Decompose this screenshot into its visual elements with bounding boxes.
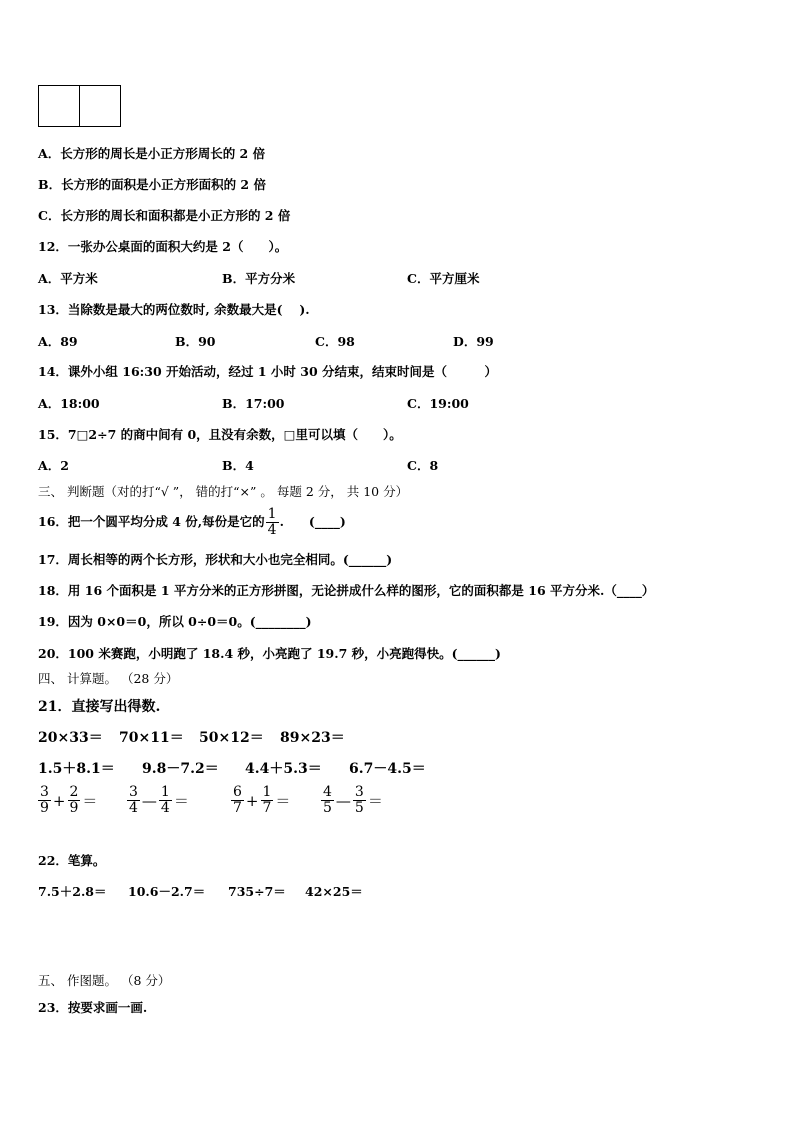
q16-fraction-denominator: 4 xyxy=(267,521,277,538)
fraction-expression-1 xyxy=(37,785,98,816)
q18: 18．用 16 个面积是 1 平方分米的正方形拼图，无论拼成什么样的图形，它的面积都是 16 平方分米.（____） xyxy=(38,583,655,598)
q16-fraction xyxy=(266,507,279,538)
operator: + xyxy=(245,791,259,810)
q11-option-a: A．长方形的周长是小正方形周长的 2 倍 xyxy=(38,146,266,161)
calc-row-1-item-2: 70×11＝ xyxy=(119,730,184,746)
q16-text-pre: 16．把一个圆平均分成 4 份,每份是它的 xyxy=(38,514,265,529)
equals-sign: ＝ xyxy=(367,792,383,810)
q15-option-c: C．8 xyxy=(407,458,439,473)
q12-option-a: A．平方米 xyxy=(38,271,98,286)
operator: + xyxy=(52,791,66,810)
q16 xyxy=(38,507,346,537)
fraction-expression-3 xyxy=(230,785,291,816)
calc-row-2-item-4: 6.7－4.5＝ xyxy=(349,761,426,777)
fraction-expression-4 xyxy=(320,785,384,816)
fraction: $\frac{1}{7}$ xyxy=(262,784,272,816)
q20: 20．100 米赛跑，小明跑了 18.4 秒，小亮跑了 19.7 秒，小亮跑得快。(______) xyxy=(38,646,501,661)
q12-option-b: B．平方分米 xyxy=(222,271,296,286)
q19: 19．因为 0×0＝0，所以 0÷0＝0。(________) xyxy=(38,614,312,629)
q22-heading: 22．笔算。 xyxy=(38,853,106,868)
calc-row-1-item-3: 50×12＝ xyxy=(199,730,264,746)
q13-stem: 13．当除数是最大的两位数时, 余数最大是( ). xyxy=(38,302,310,317)
figure-left-square xyxy=(38,85,80,127)
q13-option-c: C．98 xyxy=(315,334,355,349)
fraction: $\frac{3}{5}$ xyxy=(354,784,364,816)
fraction: $\frac{4}{5}$ xyxy=(323,784,332,816)
q14-option-c: C．19:00 xyxy=(407,396,469,411)
fraction: $\frac{6}{7}$ xyxy=(233,784,242,816)
calc-row-2-item-1: 1.5＋8.1＝ xyxy=(38,761,115,777)
fraction: $\frac{3}{4}$ xyxy=(129,784,138,816)
q15-option-a: A．2 xyxy=(38,458,69,473)
fraction: $\frac{2}{9}$ xyxy=(69,784,79,816)
calc-row-1-item-1: 20×33＝ xyxy=(38,730,103,746)
written-calc-item-1: 7.5＋2.8＝ xyxy=(38,884,107,899)
q14-option-a: A．18:00 xyxy=(38,396,100,411)
q11-option-b: B．长方形的面积是小正方形面积的 2 倍 xyxy=(38,177,266,192)
equals-sign: ＝ xyxy=(275,792,291,810)
figure-right-square xyxy=(79,85,121,127)
written-calc-item-2: 10.6－2.7＝ xyxy=(128,884,206,899)
written-calc-item-4: 42×25＝ xyxy=(305,884,363,899)
equals-sign: ＝ xyxy=(82,792,98,810)
q13-option-b: B．90 xyxy=(175,334,216,349)
q14-option-b: B．17:00 xyxy=(222,396,285,411)
q23-prompt: 23．按要求画一画. xyxy=(38,1000,148,1015)
calc-row-2-item-2: 9.8－7.2＝ xyxy=(142,761,219,777)
calc-row-1-item-4: 89×23＝ xyxy=(280,730,345,746)
written-calc-item-3: 735÷7＝ xyxy=(228,884,286,899)
fraction: $\frac{1}{4}$ xyxy=(160,784,170,816)
q15-stem: 15．7□2÷7 的商中间有 0，且没有余数，□里可以填（ ）。 xyxy=(38,427,402,442)
q21-heading: 21．直接写出得数. xyxy=(38,699,161,715)
q16-text-post: . (____) xyxy=(279,514,346,529)
q17: 17．周长相等的两个长方形，形状和大小也完全相同。(______) xyxy=(38,552,393,567)
q12-stem: 12．一张办公桌面的面积大约是 2（ ）。 xyxy=(38,239,288,254)
fraction-expression-2 xyxy=(126,785,190,816)
q13-option-a: A．89 xyxy=(38,334,78,349)
section-5-heading: 五、 作图题。 （8 分） xyxy=(38,973,171,988)
equals-sign: ＝ xyxy=(173,792,189,810)
operator: — xyxy=(335,791,351,810)
q13-option-d: D．99 xyxy=(453,334,494,349)
q11-option-c: C．长方形的周长和面积都是小正方形的 2 倍 xyxy=(38,208,291,223)
q16-fraction-numerator: 1 xyxy=(267,505,277,522)
section-4-heading: 四、 计算题。 （28 分） xyxy=(38,671,179,686)
q14-stem: 14．课外小组 16:30 开始活动，经过 1 小时 30 分结束，结束时间是（ ） xyxy=(38,364,498,379)
q12-option-c: C．平方厘米 xyxy=(407,271,480,286)
fraction: $\frac{3}{9}$ xyxy=(40,784,49,816)
calc-row-2-item-3: 4.4＋5.3＝ xyxy=(245,761,322,777)
operator: — xyxy=(141,791,157,810)
section-3-heading: 三、 判断题（对的打“√ ”， 错的打“×” 。 每题 2 分， 共 10 分） xyxy=(38,484,409,499)
q15-option-b: B．4 xyxy=(222,458,254,473)
